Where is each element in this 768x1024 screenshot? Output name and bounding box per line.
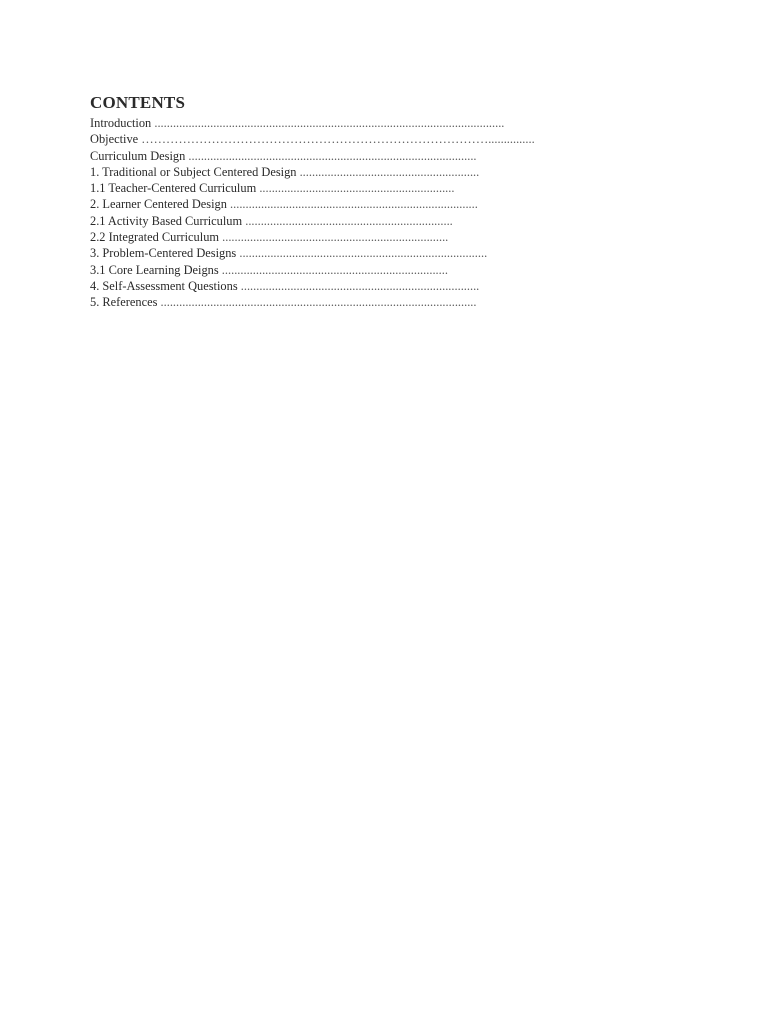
toc-entry bbox=[90, 278, 560, 294]
toc-entry-leader: ...................................................................................................... bbox=[157, 295, 477, 310]
toc-entry-leader: ................................................................................ bbox=[226, 197, 478, 212]
toc-entry-label: 1. Traditional or Subject Centered Design bbox=[90, 164, 297, 179]
toc-entry-leader: ......................................................................... bbox=[219, 230, 449, 245]
toc-entry-leader: ................................................................... bbox=[242, 213, 453, 228]
toc-entry-label: 3. Problem-Centered Designs bbox=[90, 246, 237, 261]
toc-entry bbox=[90, 229, 560, 245]
toc-entry-label: 4. Self-Assessment Questions bbox=[90, 278, 238, 293]
toc-entry bbox=[90, 115, 560, 131]
toc-entry bbox=[90, 148, 560, 164]
toc-entry-label: 1.1 Teacher-Centered Curriculum bbox=[90, 181, 257, 196]
toc-entry bbox=[90, 164, 560, 180]
toc-entry-leader: ............................................................................. bbox=[237, 278, 480, 293]
toc-entry bbox=[90, 213, 560, 229]
toc-entry-leader: ............................................................... bbox=[256, 181, 455, 196]
toc-entry bbox=[90, 196, 560, 212]
toc-entry-leader: ............................................................................................. bbox=[185, 148, 477, 163]
table-of-contents bbox=[90, 115, 560, 311]
toc-entry bbox=[90, 262, 560, 278]
toc-entry-label: 2. Learner Centered Design bbox=[90, 197, 227, 212]
toc-entry-label: Curriculum Design bbox=[90, 148, 186, 163]
toc-entry-leader: ......................................................................... bbox=[218, 262, 448, 277]
toc-entry bbox=[90, 245, 560, 261]
contents-heading: CONTENTS bbox=[90, 93, 186, 112]
toc-entry-leader: ................................................................................ bbox=[236, 246, 488, 261]
toc-entry-label: Objective bbox=[90, 132, 139, 147]
document-page bbox=[90, 92, 560, 311]
toc-entry-label: 3.1 Core Learning Deigns bbox=[90, 262, 219, 277]
toc-entry-label: 2.2 Integrated Curriculum bbox=[90, 230, 220, 245]
toc-entry-label: 2.1 Activity Based Curriculum bbox=[90, 213, 243, 228]
toc-entry-leader: ................................................................................................................. bbox=[151, 116, 505, 130]
toc-entry-label: Introduction bbox=[90, 116, 152, 130]
toc-entry bbox=[90, 131, 560, 147]
toc-entry-leader: .......................................................... bbox=[296, 164, 480, 179]
toc-entry bbox=[90, 180, 560, 196]
toc-entry bbox=[90, 294, 560, 310]
toc-entry-leader: …………………………………………………………………………............... bbox=[138, 132, 535, 147]
toc-entry-label: 5. References bbox=[90, 295, 158, 310]
